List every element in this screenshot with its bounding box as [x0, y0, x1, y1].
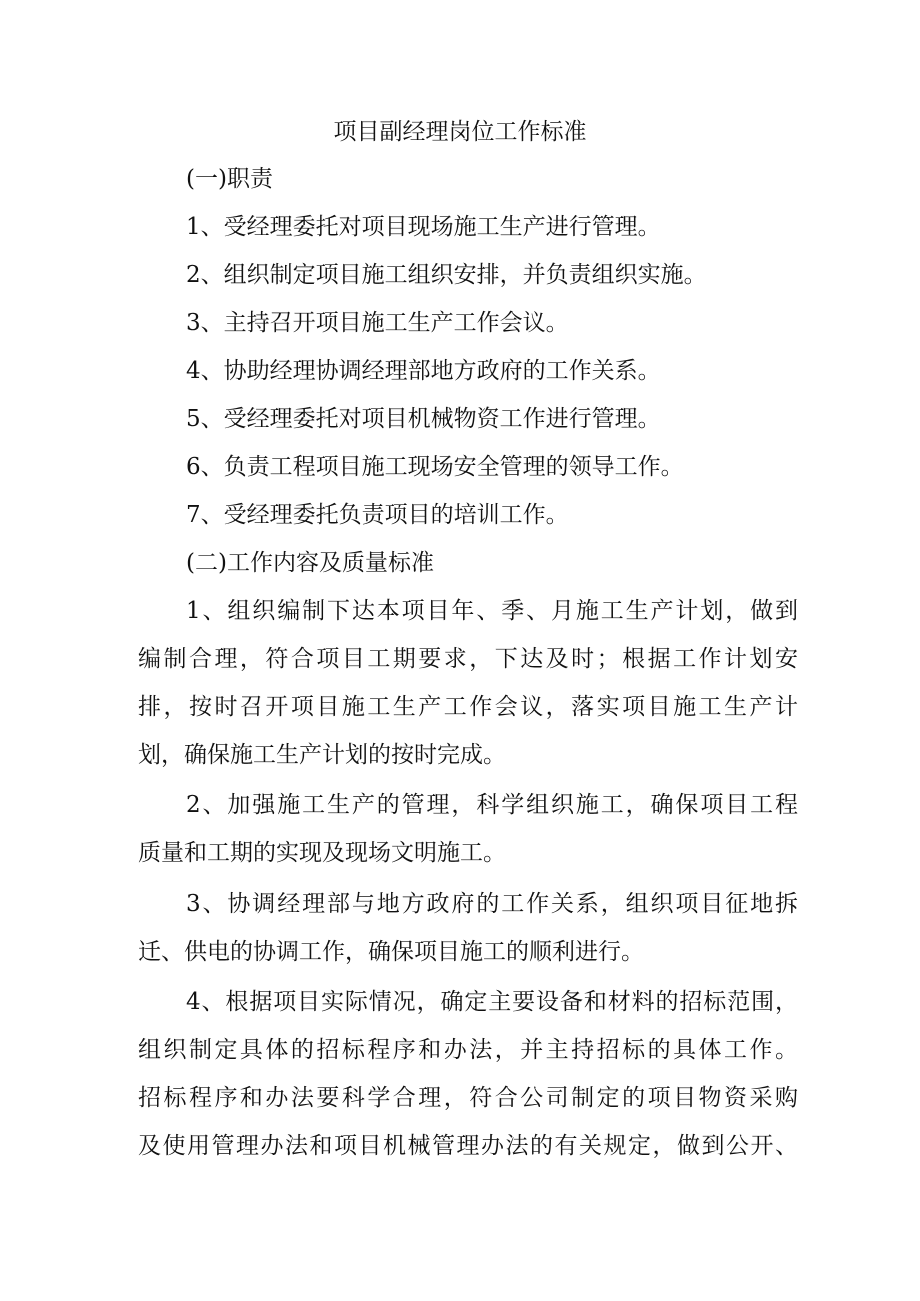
paragraph-1-line-3: 排，按时召开项目施工生产工作会议，落实项目施工生产计	[138, 694, 798, 720]
paragraph-3-line-1: 3、协调经理部与地方政府的工作关系，组织项目征地拆	[186, 891, 798, 917]
duty-item-3: 3、主持召开项目施工生产工作会议。	[186, 310, 569, 336]
duty-item-6: 6、负责工程项目施工现场安全管理的领导工作。	[186, 454, 684, 480]
paragraph-4-line-4: 及使用管理办法和项目机械管理办法的有关规定，做到公开、	[138, 1133, 798, 1159]
paragraph-1-line-2: 编制合理，符合项目工期要求，下达及时；根据工作计划安	[138, 646, 798, 672]
paragraph-1-line-1: 1、组织编制下达本项目年、季、月施工生产计划，做到	[186, 598, 798, 624]
paragraph-4-line-2: 组织制定具体的招标程序和办法，并主持招标的具体工作。	[138, 1037, 798, 1063]
document-title: 项目副经理岗位工作标准	[333, 119, 587, 145]
duty-item-2: 2、组织制定项目施工组织安排，并负责组织实施。	[186, 262, 707, 288]
paragraph-4-line-3: 招标程序和办法要科学合理，符合公司制定的项目物资采购	[138, 1085, 798, 1111]
paragraph-1-line-4: 划，确保施工生产计划的按时完成。	[138, 742, 506, 768]
paragraph-3-line-2: 迁、供电的协调工作，确保项目施工的顺利进行。	[138, 939, 644, 965]
duty-item-4: 4、协助经理协调经理部地方政府的工作关系。	[186, 358, 661, 384]
duty-item-5: 5、受经理委托对项目机械物资工作进行管理。	[186, 406, 661, 432]
duty-item-7: 7、受经理委托负责项目的培训工作。	[186, 502, 569, 528]
paragraph-4-line-1: 4、根据项目实际情况，确定主要设备和材料的招标范围，	[186, 989, 798, 1015]
duty-item-1: 1、受经理委托对项目现场施工生产进行管理。	[186, 214, 661, 240]
paragraph-2-line-1: 2、加强施工生产的管理，科学组织施工，确保项目工程	[186, 792, 798, 818]
section-heading-duties: (一)职责	[186, 166, 273, 192]
paragraph-2-line-2: 质量和工期的实现及现场文明施工。	[138, 840, 506, 866]
section-heading-work-content: (二)工作内容及质量标准	[186, 550, 434, 576]
